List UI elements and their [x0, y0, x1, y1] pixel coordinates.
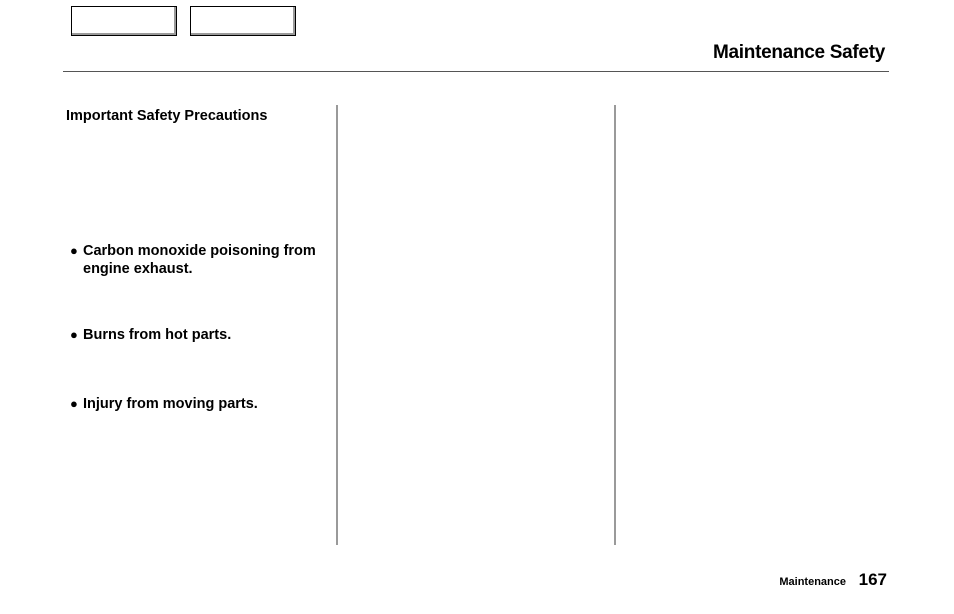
nav-button-contents[interactable]	[71, 6, 177, 36]
nav-button-index[interactable]	[190, 6, 296, 36]
list-item-text: Carbon monoxide poisoning from engine exhaust.	[83, 243, 316, 277]
page-number: 167	[858, 570, 887, 589]
list-item-text: Burns from hot parts.	[83, 327, 232, 343]
column-divider	[614, 105, 616, 545]
list-item	[70, 326, 328, 344]
column-divider	[336, 105, 338, 545]
list-item-text: Injury from moving parts.	[83, 396, 258, 412]
header-rule	[63, 71, 889, 72]
page-title: Maintenance Safety	[713, 42, 885, 63]
list-item	[70, 395, 328, 413]
footer-section-label: Maintenance	[779, 576, 846, 588]
list-item	[70, 242, 328, 278]
bullet-icon: ●	[70, 396, 78, 411]
section-heading: Important Safety Precautions	[66, 108, 268, 124]
bullet-icon: ●	[70, 243, 78, 258]
bullet-icon: ●	[70, 327, 78, 342]
